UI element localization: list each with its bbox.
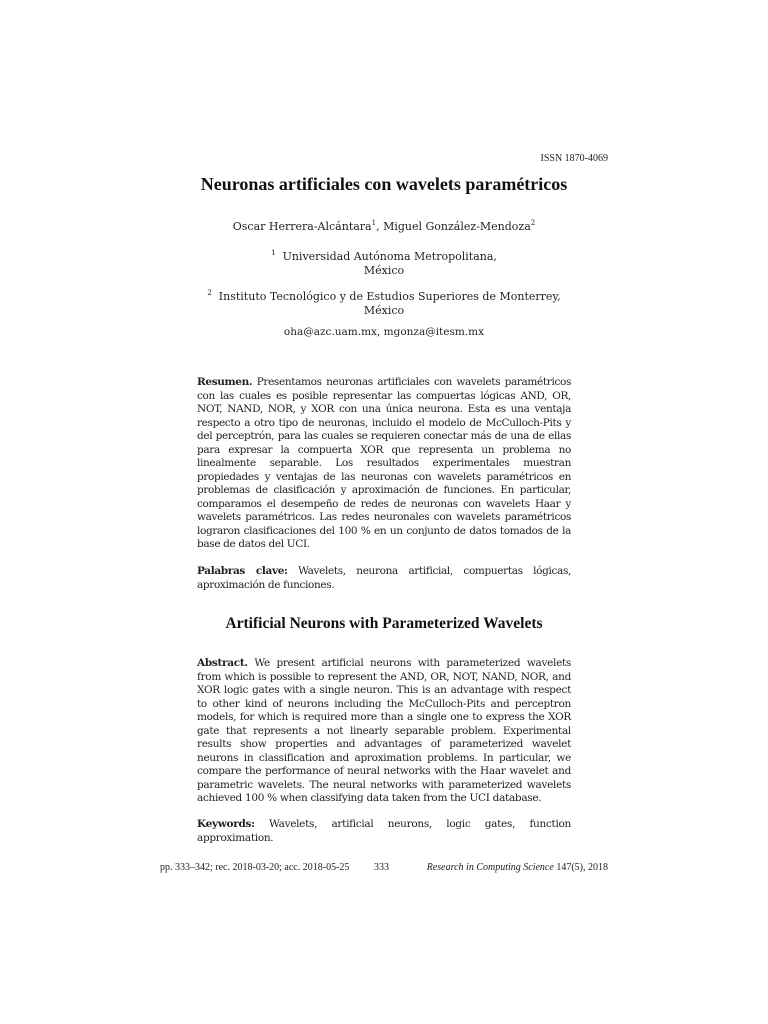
author-list bbox=[0, 219, 768, 233]
affiliation-2 bbox=[0, 287, 768, 317]
affiliation-mark: 2 bbox=[530, 219, 536, 227]
author-emails: oha@azc.uam.mx, mgonza@itesm.mx bbox=[283, 326, 485, 338]
abstract-text: We present artificial neurons with parameterized wavelets from which is possible to represent the AND, OR, NOT, NAND, NOR, and XOR logic gates with a single neuron. This is an advantage with respect to other kind of neurons including the McCulloch-Pits and perceptron models, for which is required more than a single one to express the XOR gate that represents a not linearly separable problem. Experimental results show properties and advantages of parameterized wavelet neurons in classification and aproximation problems. In particular, we compare the performance of neural networks with the Haar wavelet and parametric wavelets. The neural networks with parameterized wavelets achieved 100 % when classifying data taken from the UCI database. bbox=[197, 657, 571, 804]
affiliation-country: México bbox=[363, 303, 405, 317]
affiliation-country: México bbox=[363, 263, 405, 277]
palabras-clave-paragraph bbox=[197, 565, 571, 592]
resumen-label: Resumen. bbox=[197, 376, 253, 388]
abstract-label: Abstract. bbox=[197, 657, 248, 669]
journal-name: Research in Computing Science bbox=[426, 862, 554, 873]
keywords-text: Wavelets, artificial neurons, logic gates, function approximation. bbox=[197, 818, 571, 844]
palabras-clave-label: Palabras clave: bbox=[197, 565, 288, 577]
title-english: Artificial Neurons with Parameterized Wavelets bbox=[225, 615, 543, 632]
footer-journal bbox=[427, 862, 608, 873]
issn-label: ISSN 1870-4069 bbox=[540, 153, 608, 164]
affiliation-1 bbox=[0, 247, 768, 277]
affiliation-mark: 1 bbox=[271, 249, 276, 257]
resumen-paragraph bbox=[197, 376, 571, 552]
affiliation-name: Universidad Autónoma Metropolitana, bbox=[282, 250, 497, 263]
affiliation-mark: 2 bbox=[207, 289, 212, 297]
resumen-text: Presentamos neuronas artificiales con wavelets paramétricos con las cuales es posible representar las compuertas lógicas AND, OR, NOT, NAND, NOR, y XOR con una única neurona. Esta es una ventaja respecto a otro tipo de neuronas, incluido el modelo de McCulloch-Pits y del perceptrón, para las cuales se requieren conectar más de una de ellas para expresar la compuerta XOR que representa un problema no linealmente separable. Los resultados experimentales muestran propiedades y ventajas de las neuronas con wavelets paramétricos en problemas de clasificación y aproximación de funciones. En particular, comparamos el desempeño de redes de neuronas con wavelets Haar y wavelets paramétricos. Las redes neuronales con wavelets paramétricos lograron clasificaciones del 100 % en un conjunto de datos tomados de la base de datos del UCI. bbox=[197, 376, 571, 550]
palabras-clave-text: Wavelets, neurona artificial, compuertas lógicas, aproximación de funciones. bbox=[197, 565, 571, 591]
footer-publication-info: pp. 333–342; rec. 2018-03-20; acc. 2018-05-25 bbox=[160, 862, 350, 873]
keywords-label: Keywords: bbox=[197, 818, 255, 830]
abstract-paragraph bbox=[197, 657, 571, 806]
affiliation-name: Instituto Tecnológico y de Estudios Superiores de Monterrey, bbox=[218, 290, 561, 303]
author-name: Miguel González-Mendoza bbox=[383, 220, 531, 233]
author-separator: , bbox=[376, 220, 384, 233]
affiliation-mark: 1 bbox=[371, 219, 377, 227]
keywords-paragraph bbox=[197, 818, 571, 845]
author-name: Oscar Herrera-Alcántara bbox=[232, 220, 372, 233]
journal-volume: 147(5), 2018 bbox=[556, 862, 608, 873]
title-spanish: Neuronas artificiales con wavelets paramétricos bbox=[200, 174, 568, 194]
page-number: 333 bbox=[374, 862, 389, 873]
